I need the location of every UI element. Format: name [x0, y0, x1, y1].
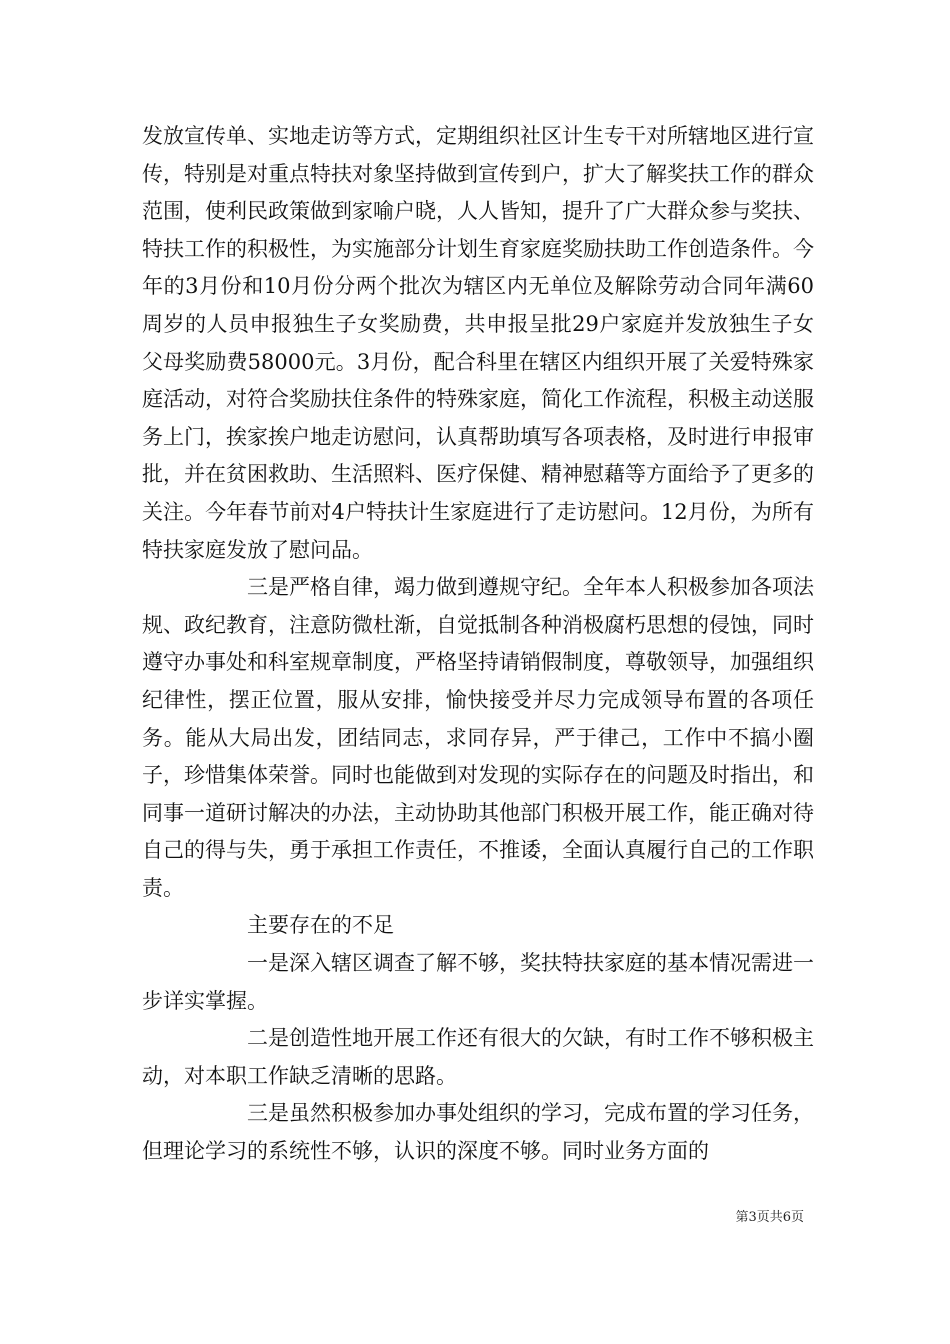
section-heading-shortcomings: 主要存在的不足 — [247, 913, 394, 938]
document-body — [142, 118, 814, 1171]
paragraph-self-discipline: 三是严格自律，竭力做到遵规守纪。全年本人积极参加各项法规、政纪教育，注意防微杜渐，自觉抵制各种消极腐朽思想的侵蚀，同时遵守办事处和科室规章制度，严格坚持请销假制度，尊敬领导，加强组织纪律性，摆正位置，服从安排，愉快接受并尽力完成领导布置的各项任务。能从大局出发，团结同志，求同存异，严于律己，工作中不搞小圈子，珍惜集体荣誉。同时也能做到对发现的实际存在的问题及时指出，和同事一道研讨解决的办法，主动协助其他部门积极开展工作，能正确对待自己的得与失，勇于承担工作责任，不推诿，全面认真履行自己的工作职责。 — [142, 575, 814, 900]
paragraph-shortcoming-three: 三是虽然积极参加办事处组织的学习，完成布置的学习任务，但理论学习的系统性不够，认识的深度不够。同时业务方面的 — [142, 1101, 814, 1164]
paragraph-shortcoming-one: 一是深入辖区调查了解不够，奖扶特扶家庭的基本情况需进一步详实掌握。 — [142, 951, 814, 1013]
paragraph-continuation: 发放宣传单、实地走访等方式，定期组织社区计生专干对所辖地区进行宣传，特别是对重点特扶对象坚持做到宣传到户，扩大了解奖扶工作的群众范围，使利民政策做到家喻户晓，人人皆知，提升了广大群众参与奖扶、特扶工作的积极性，为实施部分计划生育家庭奖励扶助工作创造条件。今年的3月份和10月份分两个批次为辖区内无单位及解除劳动合同年满60周岁的人员申报独生子女奖励费，共申报呈批29户家庭并发放独生子女父母奖励费58000元。3月份，配合科里在辖区内组织开展了关爱特殊家庭活动，对符合奖励扶住条件的特殊家庭，简化工作流程，积极主动送服务上门，挨家挨户地走访慰问，认真帮助填写各项表格，及时进行申报审批，并在贫困救助、生活照料、医疗保健、精神慰藉等方面给予了更多的关注。今年春节前对4户特扶计生家庭进行了走访慰问。12月份，为所有特扶家庭发放了慰问品。 — [142, 124, 814, 562]
page-number: 第3页共6页 — [735, 1210, 804, 1225]
paragraph-shortcoming-two: 二是创造性地开展工作还有很大的欠缺，有时工作不够积极主动，对本职工作缺乏清晰的思路。 — [142, 1026, 814, 1088]
